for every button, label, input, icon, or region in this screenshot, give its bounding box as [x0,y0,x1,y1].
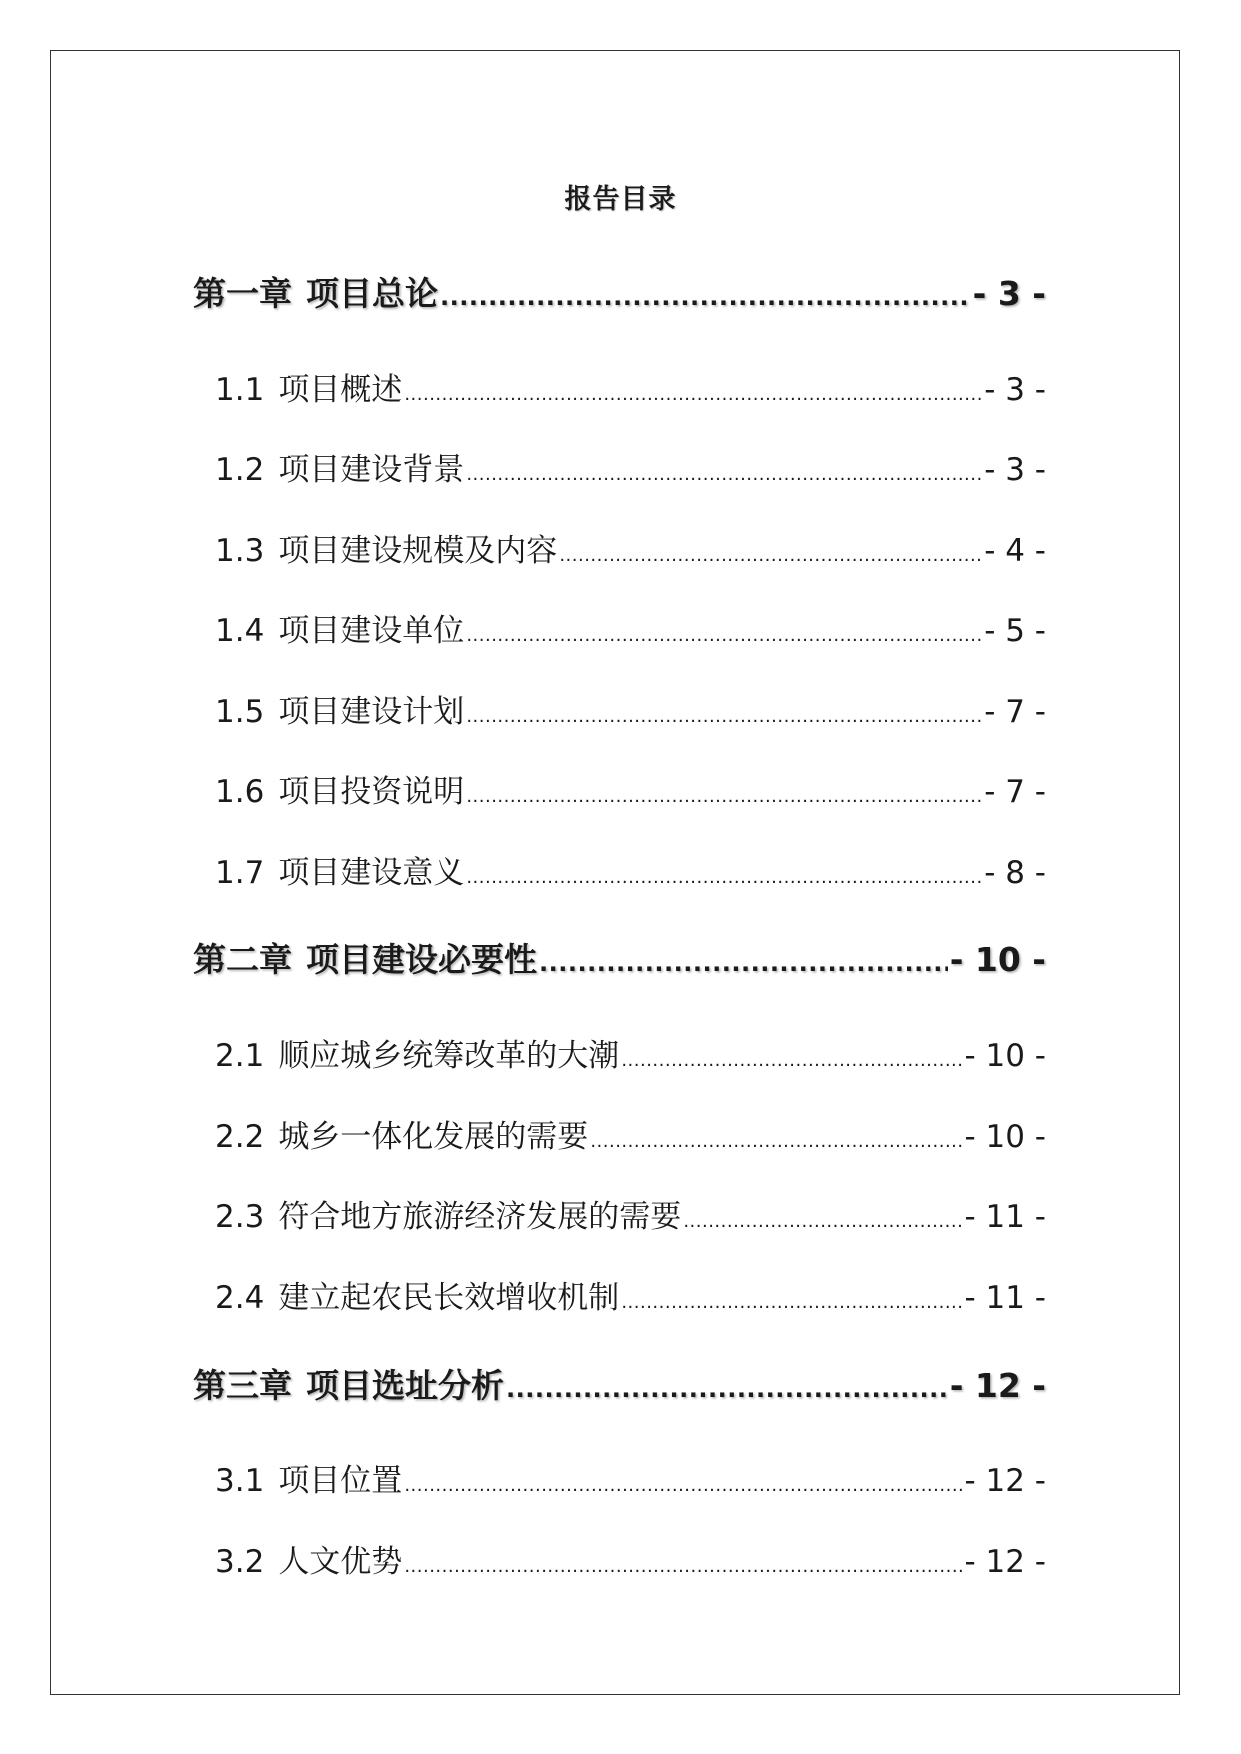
toc-section-1-5[interactable] [215,686,1046,731]
toc-page-number: - 8 - [984,855,1046,891]
toc-page-number: - 3 - [984,372,1046,408]
toc-label: 符合地方旅游经济发展的需要 [278,1199,682,1235]
toc-label: 项目建设单位 [278,613,465,649]
toc-number: 2.1 [215,1038,265,1074]
toc-page-number: - 7 - [984,774,1046,810]
toc-section-1-2[interactable] [215,444,1046,489]
toc-page-number: - 4 - [984,533,1046,569]
toc-number: 1.6 [215,774,265,810]
toc-page-number: - 3 - [984,452,1046,488]
toc-number: 2.2 [215,1119,265,1155]
toc-leader-dots [683,1211,962,1232]
toc-label: 项目投资说明 [278,774,465,810]
toc-section-1-3[interactable] [215,525,1046,570]
toc-number: 第二章 [193,940,292,979]
toc-label: 项目位置 [278,1463,403,1499]
toc-label: 项目建设背景 [278,452,465,488]
toc-number: 2.4 [215,1280,265,1316]
toc-section-1-4[interactable] [215,605,1046,650]
toc-section-2-1[interactable] [215,1030,1046,1075]
toc-number: 1.4 [215,613,265,649]
toc-number: 第一章 [193,274,292,313]
toc-number: 3.1 [215,1463,265,1499]
toc-page-number: - 5 - [984,613,1046,649]
toc-page-number: - 11 - [964,1280,1046,1316]
toc-label: 人文优势 [278,1544,403,1580]
toc-chapter-3[interactable] [193,1360,1046,1407]
toc-label: 项目选址分析 [306,1366,504,1405]
toc-label: 顺应城乡统筹改革的大潮 [278,1038,620,1074]
toc-leader-dots [404,384,982,405]
toc-label: 项目建设意义 [278,855,465,891]
toc-leader-dots [590,1131,962,1152]
toc-leader-dots [404,1556,962,1577]
toc-section-2-4[interactable] [215,1272,1046,1317]
toc-leader-dots [440,283,971,311]
toc-page-number: - 10 - [964,1119,1046,1155]
toc-leader-dots [621,1292,962,1313]
toc-section-2-3[interactable] [215,1191,1046,1236]
toc-page-number: - 12 - [964,1463,1046,1499]
toc-page-number: - 11 - [964,1199,1046,1235]
toc-section-1-1[interactable] [215,364,1046,409]
toc-section-3-2[interactable] [215,1536,1046,1581]
toc-label: 城乡一体化发展的需要 [278,1119,589,1155]
toc-section-3-1[interactable] [215,1455,1046,1500]
toc-section-2-2[interactable] [215,1111,1046,1156]
toc-leader-dots [621,1050,962,1071]
toc-leader-dots [539,949,948,977]
toc-label: 项目建设规模及内容 [278,533,558,569]
toc-label: 项目建设计划 [278,694,465,730]
toc-leader-dots [466,706,982,727]
toc-leader-dots [466,786,982,807]
toc-page-number: - 10 - [964,1038,1046,1074]
toc-number: 1.3 [215,533,265,569]
toc-number: 第三章 [193,1366,292,1405]
toc-leader-dots [466,625,982,646]
toc-title: 报告目录 [564,184,677,215]
toc-number: 1.2 [215,452,265,488]
toc-leader-dots [404,1475,962,1496]
toc-page-number: - 12 - [964,1544,1046,1580]
toc-section-1-7[interactable] [215,847,1046,892]
toc-leader-dots [466,464,982,485]
toc-section-1-6[interactable] [215,766,1046,811]
toc-leader-dots [506,1375,948,1403]
toc-number: 1.5 [215,694,265,730]
toc-number: 2.3 [215,1199,265,1235]
toc-label: 建立起农民长效增收机制 [278,1280,620,1316]
toc-chapter-1[interactable] [193,268,1046,315]
toc-page-number: - 3 - [972,274,1046,313]
toc-number: 1.7 [215,855,265,891]
toc-label: 项目概述 [278,372,403,408]
toc-number: 3.2 [215,1544,265,1580]
toc-leader-dots [466,867,982,888]
toc-page-number: - 7 - [984,694,1046,730]
toc-page-number: - 12 - [949,1366,1046,1405]
toc-label: 项目建设必要性 [306,940,537,979]
toc-label: 项目总论 [306,274,438,313]
toc-number: 1.1 [215,372,265,408]
toc-chapter-2[interactable] [193,934,1046,981]
toc-leader-dots [559,545,982,566]
toc-page-number: - 10 - [949,940,1046,979]
